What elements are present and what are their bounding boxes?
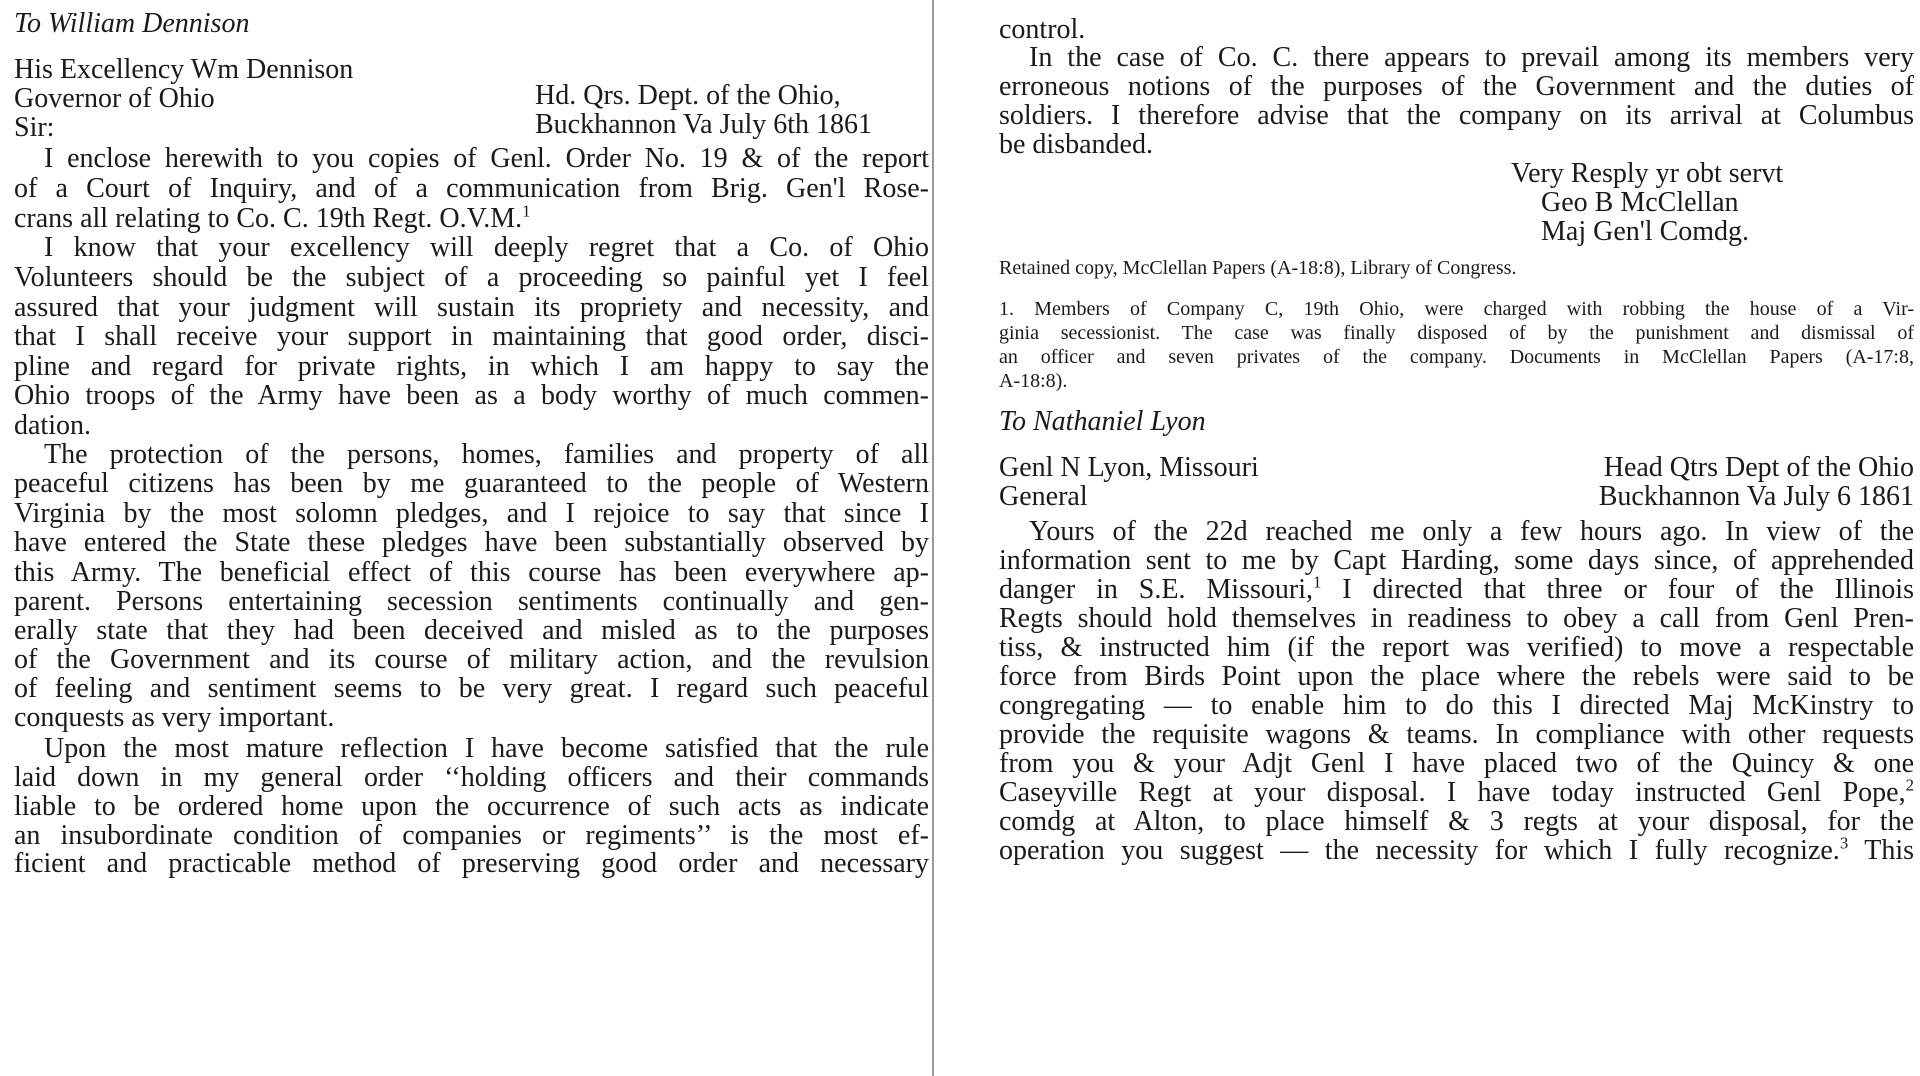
text-line: of the Government and its course of military action, and the revulsion xyxy=(14,644,929,675)
footnote-line: A-18:8). xyxy=(999,370,1068,392)
text-line: assured that your judgment will sustain its propriety and necessity, and xyxy=(14,292,929,323)
text-line: information sent to me by Capt Harding, some days since, of apprehended xyxy=(999,545,1914,576)
text-line: laid down in my general order ‘‘holding officers and their commands xyxy=(14,762,929,793)
text-line: control. xyxy=(999,14,1086,45)
text-line: erally state that they had been deceived and misled as to the purposes xyxy=(14,615,929,646)
text-line: be disbanded. xyxy=(999,129,1153,160)
text-line: ficient and practicable method of preserving good order and necessary xyxy=(14,848,929,879)
text-line: danger in S.E. Missouri,$^1$ I directed that three or four of the Illinois xyxy=(999,572,1914,605)
text-line: of a Court of Inquiry, and of a communication from Brig. Gen'l Rose- xyxy=(14,173,929,204)
text-line: operation you suggest — the necessity for which I fully recognize.$^3$ This xyxy=(999,833,1914,866)
closing: Very Resply yr obt servt xyxy=(1511,158,1784,189)
dateline: Hd. Qrs. Dept. of the Ohio, xyxy=(535,80,841,111)
text-line: dation. xyxy=(14,410,91,441)
text-line: congregating — to enable him to do this I directed Maj McKinstry to xyxy=(999,690,1914,721)
text-line: Upon the most mature reflection I have become satisfied that the rule xyxy=(44,733,929,764)
address-line: Genl N Lyon, Missouri xyxy=(999,452,1259,483)
text-line: I know that your excellency will deeply regret that a Co. of Ohio xyxy=(44,232,929,263)
dateline: Buckhannon Va July 6th 1861 xyxy=(535,109,873,140)
text-line: from you & your Adjt Genl I have placed two of the Quincy & one xyxy=(999,748,1914,779)
source-note: Retained copy, McClellan Papers (A-18:8), Library of Congress. xyxy=(999,257,1517,279)
text-line: force from Birds Point upon the place where the rebels were said to be xyxy=(999,661,1914,692)
text-line: that I shall receive your support in maintaining that good order, disci- xyxy=(14,321,929,352)
footnote-ref: 1 xyxy=(1312,572,1322,592)
signature-title: Maj Gen'l Comdg. xyxy=(1541,216,1750,247)
text-line: have entered the State these pledges have been substantially observed by xyxy=(14,527,929,558)
text-line: comdg at Alton, to place himself & 3 regts at your disposal, for the xyxy=(999,806,1914,837)
text-line: liable to be ordered home upon the occurrence of such acts as indicate xyxy=(14,791,929,822)
signature: Geo B McClellan xyxy=(1541,187,1739,218)
letter-heading: To Nathaniel Lyon xyxy=(999,406,1206,437)
text-line: Yours of the 22d reached me only a few hours ago. In view of the xyxy=(1029,516,1914,547)
text-line: soldiers. I therefore advise that the company on its arrival at Columbus xyxy=(999,100,1914,131)
text-line: this Army. The beneficial effect of this course has been everywhere ap- xyxy=(14,557,929,588)
text-line: an insubordinate condition of companies or regiments’’ is the most ef- xyxy=(14,820,929,851)
text-line: Virginia by the most solomn pledges, and I rejoice to say that since I xyxy=(14,498,929,529)
text-line: pline and regard for private rights, in which I am happy to say the xyxy=(14,351,929,382)
text-line: In the case of Co. C. there appears to prevail among its members very xyxy=(1029,42,1914,73)
dateline: Buckhannon Va July 6 1861 xyxy=(1598,481,1914,512)
address-line: His Excellency Wm Dennison xyxy=(14,54,354,85)
text-line: erroneous notions of the purposes of the Government and the duties of xyxy=(999,71,1914,102)
text-line: of feeling and sentiment seems to be very great. I regard such peaceful xyxy=(14,673,929,704)
text-line: Caseyville Regt at your disposal. I have today instructed Genl Pope,$^2$ xyxy=(999,775,1914,808)
footnote-line: an officer and seven privates of the company. Documents in McClellan Papers (A-17:8, xyxy=(999,346,1914,368)
address-line: General xyxy=(999,481,1088,512)
text-line: crans all relating to Co. C. 19th Regt. O.V.M.$^1$ xyxy=(14,201,531,234)
footnote-line: ginia secessionist. The case was finally disposed of by the punishment and dismissal of xyxy=(999,322,1914,344)
text-line: Regts should hold themselves in readiness to obey a call from Genl Pren- xyxy=(999,603,1914,634)
text-line: Ohio troops of the Army have been as a body worthy of much commen- xyxy=(14,380,929,411)
text-line: peaceful citizens has been by me guaranteed to the people of Western xyxy=(14,468,929,499)
salutation: Sir: xyxy=(14,112,55,143)
text-line: tiss, & instructed him (if the report was verified) to move a respectable xyxy=(999,632,1914,663)
text-line: conquests as very important. xyxy=(14,702,335,733)
text-line: provide the requisite wagons & teams. In compliance with other requests xyxy=(999,719,1914,750)
footnote-ref: 1 xyxy=(522,201,531,221)
footnote-line: 1. Members of Company C, 19th Ohio, were charged with robbing the house of a Vir- xyxy=(999,298,1914,320)
text-line: Volunteers should be the subject of a proceeding so painful yet I feel xyxy=(14,262,929,293)
right-page xyxy=(985,0,1920,1076)
dateline: Head Qtrs Dept of the Ohio xyxy=(1603,452,1914,483)
address-line: Governor of Ohio xyxy=(14,83,215,114)
left-page xyxy=(0,0,935,1076)
footnote-ref: 2 xyxy=(1905,775,1914,795)
text-line: I enclose herewith to you copies of Genl. Order No. 19 & of the report xyxy=(44,143,929,174)
text-line: The protection of the persons, homes, families and property of all xyxy=(44,439,929,470)
text-line: parent. Persons entertaining secession sentiments continually and gen- xyxy=(14,586,929,617)
footnote-ref: 3 xyxy=(1839,833,1849,853)
letter-heading: To William Dennison xyxy=(14,8,250,39)
